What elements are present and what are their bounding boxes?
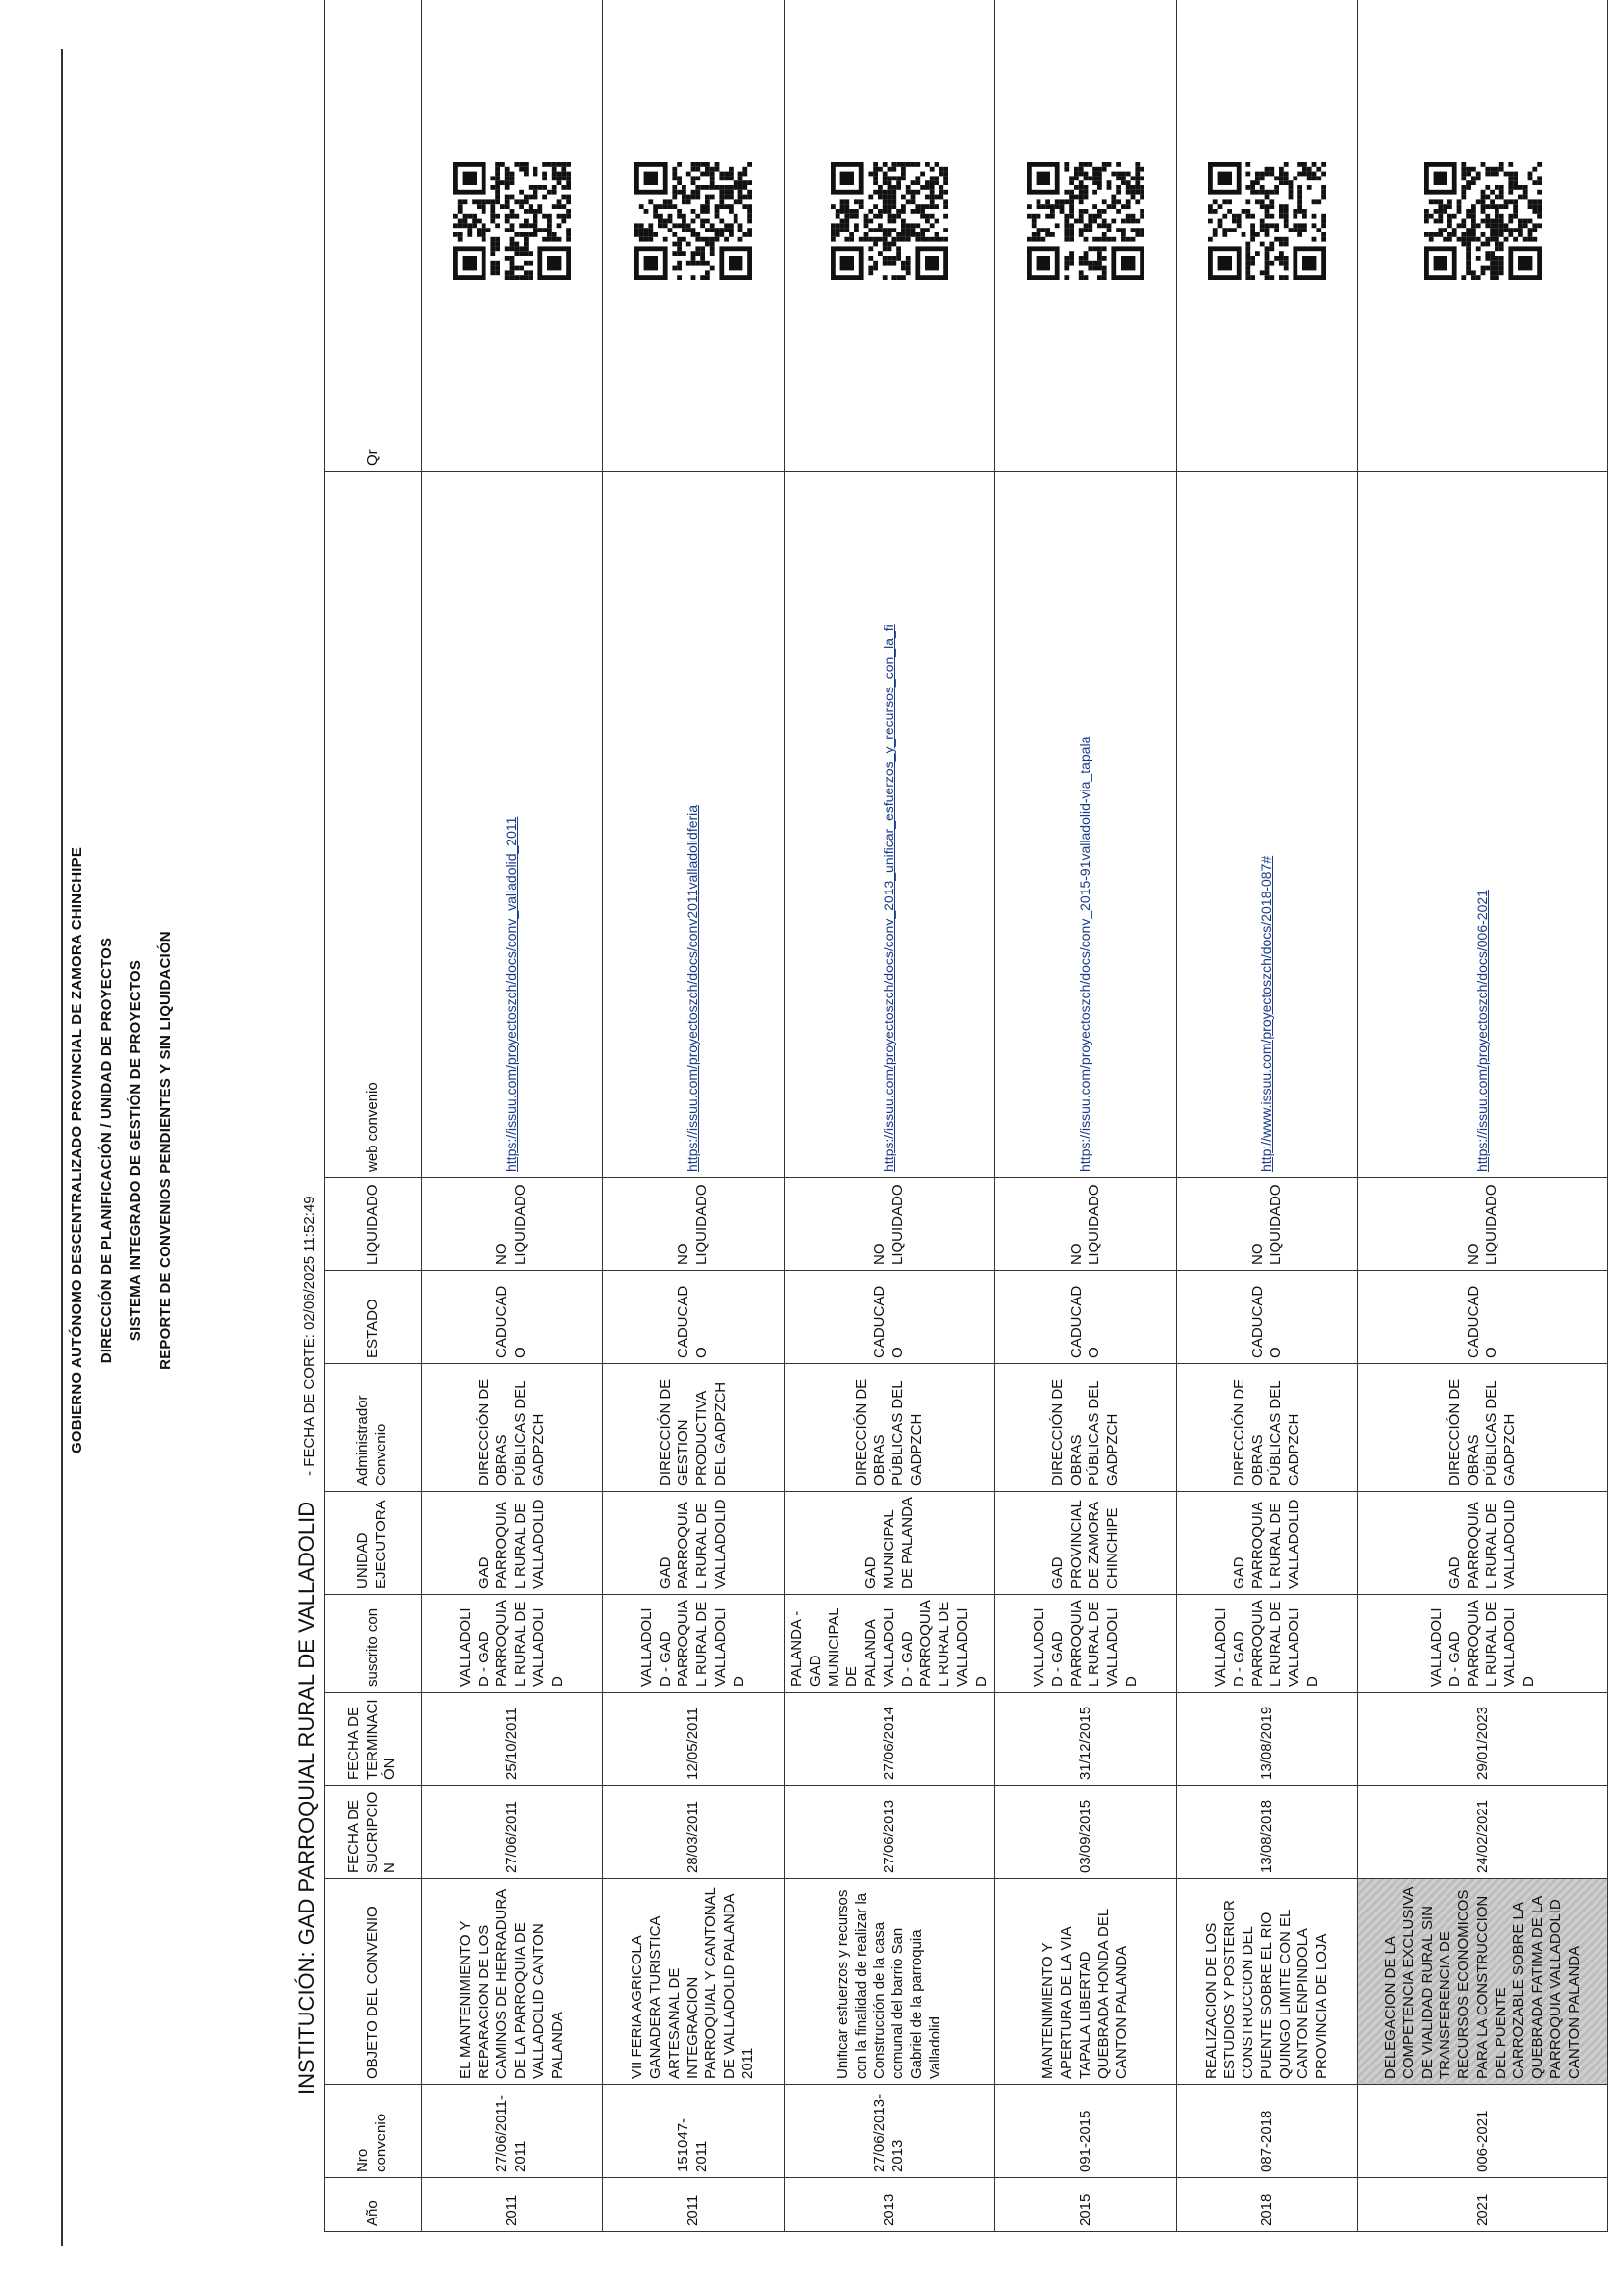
col-header: Año xyxy=(325,2178,422,2232)
table-header-row xyxy=(325,0,422,2232)
cell-estado: CADUCADO xyxy=(1177,1271,1358,1364)
col-header: suscrito con xyxy=(325,1595,422,1693)
cell-terminacion: 25/10/2011 xyxy=(422,1693,603,1786)
cell-web xyxy=(995,472,1177,1178)
rotated-report xyxy=(59,49,1624,2252)
cell-estado: CADUCADO xyxy=(1358,1271,1608,1364)
cell-terminacion: 12/05/2011 xyxy=(603,1693,785,1786)
web-link[interactable]: http://www.issuu.com/proyectoszch/docs/2018-087# xyxy=(1257,855,1274,1172)
department-title: DIRECCIÓN DE PLANIFICACIÓN / UNIDAD DE PROYECTOS xyxy=(98,937,115,1364)
cell-year: 2013 xyxy=(785,2178,995,2232)
cell-terminacion: 29/01/2023 xyxy=(1358,1693,1608,1786)
web-link[interactable]: https://issuu.com/proyectoszch/docs/conv2011valladolidferia xyxy=(684,804,700,1172)
web-link[interactable]: https://issuu.com/proyectoszch/docs/conv_valladolid_2011 xyxy=(502,816,519,1172)
col-header: web convenio xyxy=(325,472,422,1178)
cell-suscripcion: 27/06/2013 xyxy=(785,1786,995,1879)
qr-code-icon xyxy=(785,0,995,472)
cell-liquidado: NO LIQUIDADO xyxy=(1358,1178,1608,1271)
cell-unidad: GAD PARROQUIAL RURAL DE VALLADOLID xyxy=(422,1492,603,1595)
table-row xyxy=(1358,0,1608,2232)
cell-suscripcion: 24/02/2021 xyxy=(1358,1786,1608,1879)
cell-web xyxy=(785,472,995,1178)
report-title: REPORTE DE CONVENIOS PENDIENTES Y SIN LIQUIDACIÓN xyxy=(157,931,174,1370)
cell-suscripcion: 13/08/2018 xyxy=(1177,1786,1358,1879)
cell-objeto: REALIZACION DE LOS ESTUDIOS Y POSTERIOR CONSTRUCCION DEL PUENTE SOBRE EL RIO QUINGO LIMITE CON EL CANTON ENPINDOLA PROVINCIA DE LOJA xyxy=(1177,1879,1358,2085)
cell-terminacion: 31/12/2015 xyxy=(995,1693,1177,1786)
table-row xyxy=(995,0,1177,2232)
cell-liquidado: NO LIQUIDADO xyxy=(785,1178,995,1271)
cell-nro: 27/06/2011-2011 xyxy=(422,2085,603,2178)
web-link[interactable]: https://issuu.com/proyectoszch/docs/conv_2013_unificar_esfuerzos_y_recursos_con_la_fi xyxy=(880,624,896,1172)
col-header: Nro convenio xyxy=(325,2085,422,2178)
cell-suscripcion: 27/06/2011 xyxy=(422,1786,603,1879)
cell-year: 2011 xyxy=(422,2178,603,2232)
qr-code-icon xyxy=(995,0,1177,472)
cell-unidad: GAD PARROQUIAL RURAL DE VALLADOLID xyxy=(1177,1492,1358,1595)
cell-admin: DIRECCIÓN DE OBRAS PÚBLICAS DEL GADPZCH xyxy=(422,1364,603,1492)
cell-estado: CADUCADO xyxy=(603,1271,785,1364)
institution-line xyxy=(294,1196,320,2095)
cell-year: 2011 xyxy=(603,2178,785,2232)
cell-suscripcion: 03/09/2015 xyxy=(995,1786,1177,1879)
col-header: Administrador Convenio xyxy=(325,1364,422,1492)
qr-code-icon xyxy=(1177,0,1358,472)
cell-objeto: EL MANTENIMIENTO Y REPARACION DE LOS CAMINOS DE HERRADURA DE LA PARROQUIA DE VALLADOLID CANTON PALANDA xyxy=(422,1879,603,2085)
table-row xyxy=(1177,0,1358,2232)
cell-suscrito: VALLADOLID - GAD PARROQUIAL RURAL DE VALLADOLID xyxy=(1177,1595,1358,1693)
qr-code-icon xyxy=(603,0,785,472)
qr-code-icon xyxy=(422,0,603,472)
cell-unidad: GAD PARROQUIAL RURAL DE VALLADOLID xyxy=(1358,1492,1608,1595)
cutoff-date: - FECHA DE CORTE: 02/06/2025 11:52:49 xyxy=(301,1196,318,1476)
cell-suscrito: VALLADOLID - GAD PARROQUIAL RURAL DE VALLADOLID xyxy=(995,1595,1177,1693)
cell-unidad: GAD PARROQUIAL RURAL DE VALLADOLID xyxy=(603,1492,785,1595)
col-header: UNIDAD EJECUTORA xyxy=(325,1492,422,1595)
web-link[interactable]: https://issuu.com/proyectoszch/docs/conv_2015-91valladolid-via_tapala xyxy=(1076,736,1092,1172)
cell-admin: DIRECCIÓN DE OBRAS PÚBLICAS DEL GADPZCH xyxy=(785,1364,995,1492)
system-title: SISTEMA INTEGRADO DE GESTIÓN DE PROYECTOS xyxy=(127,959,144,1342)
cell-liquidado: NO LIQUIDADO xyxy=(995,1178,1177,1271)
cell-objeto: Unificar esfuerzos y recursos con la finalidad de realizar la Construcción de la casa comunal del barrio San Gabriel de la parroquia Valladolid xyxy=(785,1879,995,2085)
cell-admin: DIRECCIÓN DE OBRAS PÚBLICAS DEL GADPZCH xyxy=(995,1364,1177,1492)
col-header: LIQUIDADO xyxy=(325,1178,422,1271)
cell-suscrito: VALLADOLID - GAD PARROQUIAL RURAL DE VALLADOLID xyxy=(603,1595,785,1693)
cell-suscripcion: 28/03/2011 xyxy=(603,1786,785,1879)
cell-objeto: MANTENIMIENTO Y APERTURA DE LA VIA TAPALA LIBERTAD QUEBRADA HONDA DEL CANTON PALANDA xyxy=(995,1879,1177,2085)
cell-suscrito: VALLADOLID - GAD PARROQUIAL RURAL DE VALLADOLID xyxy=(1358,1595,1608,1693)
cell-nro: 151047-2011 xyxy=(603,2085,785,2178)
col-header: Qr xyxy=(325,0,422,472)
cell-year: 2021 xyxy=(1358,2178,1608,2232)
cell-suscrito: PALANDA - GAD MUNICIPAL DE PALANDA VALLADOLID - GAD PARROQUIAL RURAL DE VALLADOLID xyxy=(785,1595,995,1693)
table-row xyxy=(785,0,995,2232)
institution-name: INSTITUCIÓN: GAD PARROQUIAL RURAL DE VALLADOLID xyxy=(294,1501,319,2095)
cell-unidad: GAD PROVINCIAL DE ZAMORA CHINCHIPE xyxy=(995,1492,1177,1595)
cell-terminacion: 27/06/2014 xyxy=(785,1693,995,1786)
cell-liquidado: NO LIQUIDADO xyxy=(603,1178,785,1271)
cell-estado: CADUCADO xyxy=(422,1271,603,1364)
cell-web xyxy=(1358,472,1608,1178)
cell-nro: 091-2015 xyxy=(995,2085,1177,2178)
cell-estado: CADUCADO xyxy=(785,1271,995,1364)
cell-suscrito: VALLADOLID - GAD PARROQUIAL RURAL DE VALLADOLID xyxy=(422,1595,603,1693)
cell-nro: 27/06/2013-2013 xyxy=(785,2085,995,2178)
cell-year: 2015 xyxy=(995,2178,1177,2232)
cell-admin: DIRECCIÓN DE GESTION PRODUCTIVA DEL GADPZCH xyxy=(603,1364,785,1492)
cell-nro: 087-2018 xyxy=(1177,2085,1358,2178)
cell-web xyxy=(603,472,785,1178)
cell-terminacion: 13/08/2019 xyxy=(1177,1693,1358,1786)
col-header: ESTADO xyxy=(325,1271,422,1364)
cell-objeto: VII FERIA AGRICOLA GANADERA TURISTICA ARTESANAL DE INTEGRACION PARROQUIAL Y CANTONAL DE VALLADOLID PALANDA 2011 xyxy=(603,1879,785,2085)
cell-web xyxy=(422,472,603,1178)
cell-estado: CADUCADO xyxy=(995,1271,1177,1364)
cell-unidad: GAD MUNICIPAL DE PALANDA xyxy=(785,1492,995,1595)
web-link[interactable]: https://issuu.com/proyectoszch/docs/006-2021 xyxy=(1473,890,1490,1172)
table-row xyxy=(422,0,603,2232)
cell-web xyxy=(1177,472,1358,1178)
cell-admin: DIRECCIÓN DE OBRAS PÚBLICAS DEL GADPZCH xyxy=(1358,1364,1608,1492)
table-row xyxy=(603,0,785,2232)
cell-admin: DIRECCIÓN DE OBRAS PÚBLICAS DEL GADPZCH xyxy=(1177,1364,1358,1492)
qr-code-icon xyxy=(1358,0,1608,472)
cell-liquidado: NO LIQUIDADO xyxy=(422,1178,603,1271)
cell-objeto: DELEGACION DE LA COMPETENCIA EXCLUSIVA DE VIALIDAD RURAL SIN TRANSFERENCIA DE RECURSOS ECONOMICOS PARA LA CONSTRUCCION DEL PUENTE CARROZABLE SOBRE LA QUEBRADA FATIMA DE LA PARROQUIA VALLADOLID CANTON PALANDA xyxy=(1358,1879,1608,2085)
org-title: GOBIERNO AUTÓNOMO DESCENTRALIZADO PROVINCIAL DE ZAMORA CHINCHIPE xyxy=(69,846,85,1454)
cell-liquidado: NO LIQUIDADO xyxy=(1177,1178,1358,1271)
col-header: FECHA DE TERMINACIÓN xyxy=(325,1693,422,1786)
agreements-table xyxy=(324,0,1608,2232)
cell-year: 2018 xyxy=(1177,2178,1358,2232)
cell-nro: 006-2021 xyxy=(1358,2085,1608,2178)
col-header: FECHA DE SUCRIPCION xyxy=(325,1786,422,1879)
col-header: OBJETO DEL CONVENIO xyxy=(325,1879,422,2085)
